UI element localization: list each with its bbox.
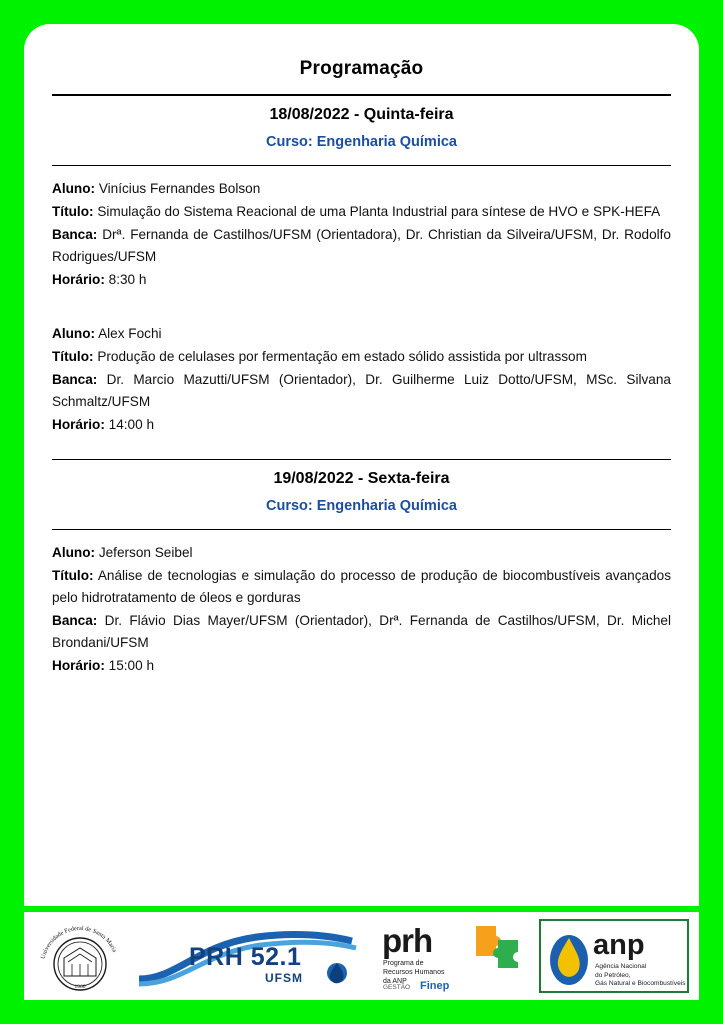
ufsm-seal-svg [34,914,126,998]
entry-titulo-line [52,201,671,223]
prh-gestao-label: GESTÃO [383,984,411,991]
titulo-label: Título: [52,568,94,584]
entry-banca-line [52,369,671,413]
prh521-main-text: PRH 52.1 [189,943,302,971]
aluno-label: Aluno: [52,181,96,196]
day-date: 19/08/2022 - Sexta-feira [273,470,450,488]
day-header [52,460,671,529]
entry-horario-line [52,414,671,436]
entry-aluno-line [52,178,671,200]
aluno-label: Aluno: [52,326,96,342]
day-block [52,96,671,436]
banca-value: Dr. Flávio Dias Mayer/UFSM (Orientador), Drª. Fernanda de Castilhos/UFSM, Dr. Michel Brondani/UFSM [52,613,672,651]
day-header [52,96,671,165]
banca-value: Dr. Marcio Mazutti/UFSM (Orientador), Dr. Guilherme Luiz Dotto/UFSM, MSc. Silvana Schmaltz/UFSM [52,372,671,410]
svg-text:1960: 1960 [74,984,86,990]
footer-logo-bar [24,912,699,1000]
prh521-sub-text: UFSM [265,971,303,985]
day-block [52,459,671,677]
entry-aluno-line [52,542,671,564]
aluno-value: Vinícius Fernandes Bolson [98,181,261,196]
entry-aluno-line [52,323,671,345]
entry-banca-line [52,224,671,268]
entry-titulo-line [52,565,671,609]
page-title: Programação [299,58,424,79]
svg-text:Universidade Federal de Santa: Universidade Federal de Santa Maria [39,924,118,960]
horario-value: 14:00 h [108,417,155,433]
horario-label: Horário: [52,417,105,433]
banca-value: Drª. Fernanda de Castilhos/UFSM (Orientadora), Dr. Christian da Silveira/UFSM, Dr. Rodolfo Rodrigues/UFSM [52,227,671,265]
entry-horario-line [52,269,671,291]
banca-label: Banca: [52,613,98,629]
day-course: Curso: Engenharia Química [266,498,457,515]
titulo-label: Título: [52,204,94,220]
anp-flame-icon [546,926,592,988]
titulo-value: Análise de tecnologias e simulação do processo de produção de biocombustíveis avançados pelo hidrotratamento de óleos e gorduras [52,568,671,606]
aluno-label: Aluno: [52,545,96,561]
horario-label: Horário: [52,272,105,288]
titulo-value: Produção de celulases por fermentação em estado sólido assistida por ultrassom [97,349,587,365]
horario-label: Horário: [52,658,105,674]
schedule-entry [52,542,671,677]
schedule-entry [52,323,671,436]
prh-puzzle-icon [470,922,530,978]
banca-label: Banca: [52,227,98,243]
entry-spacer [52,309,671,323]
anp-subtitle: Agência Nacional do Petróleo, Gás Natural e Biocombustíveis [595,963,686,988]
prh521-logo [137,917,367,995]
prh521-mark [137,917,367,995]
day-spacer [52,437,671,459]
prh-wordmark: prh [382,922,433,959]
schedule-card [24,24,699,906]
banca-label: Banca: [52,372,98,388]
anp-wordmark: anp [593,929,645,961]
aluno-value: Alex Fochi [98,326,162,342]
ufsm-seal-icon [34,914,126,998]
prh-mark [378,916,528,996]
day-course: Curso: Engenharia Química [266,134,457,150]
horario-value: 15:00 h [108,658,155,674]
entry-horario-line [52,655,671,677]
entry-titulo-line [52,346,671,368]
prh-description: Programa de Recursos Humanos da ANP [383,960,445,985]
titulo-label: Título: [52,349,94,365]
aluno-value: Jeferson Seibel [98,545,193,561]
horario-value: 8:30 h [108,272,147,288]
ufsm-logo [34,914,126,998]
titulo-value: Simulação do Sistema Reacional de uma Planta Industrial para síntese de HVO e SPK-HEFA [97,204,661,220]
prh-finep-label: Finep [420,980,450,992]
anp-mark [539,919,689,993]
entry-list [52,530,671,677]
entry-banca-line [52,610,671,654]
anp-logo [539,919,689,993]
day-date: 18/08/2022 - Quinta-feira [269,106,454,123]
entry-list [52,166,671,436]
prh-logo [378,916,528,996]
schedule-entry [52,178,671,291]
